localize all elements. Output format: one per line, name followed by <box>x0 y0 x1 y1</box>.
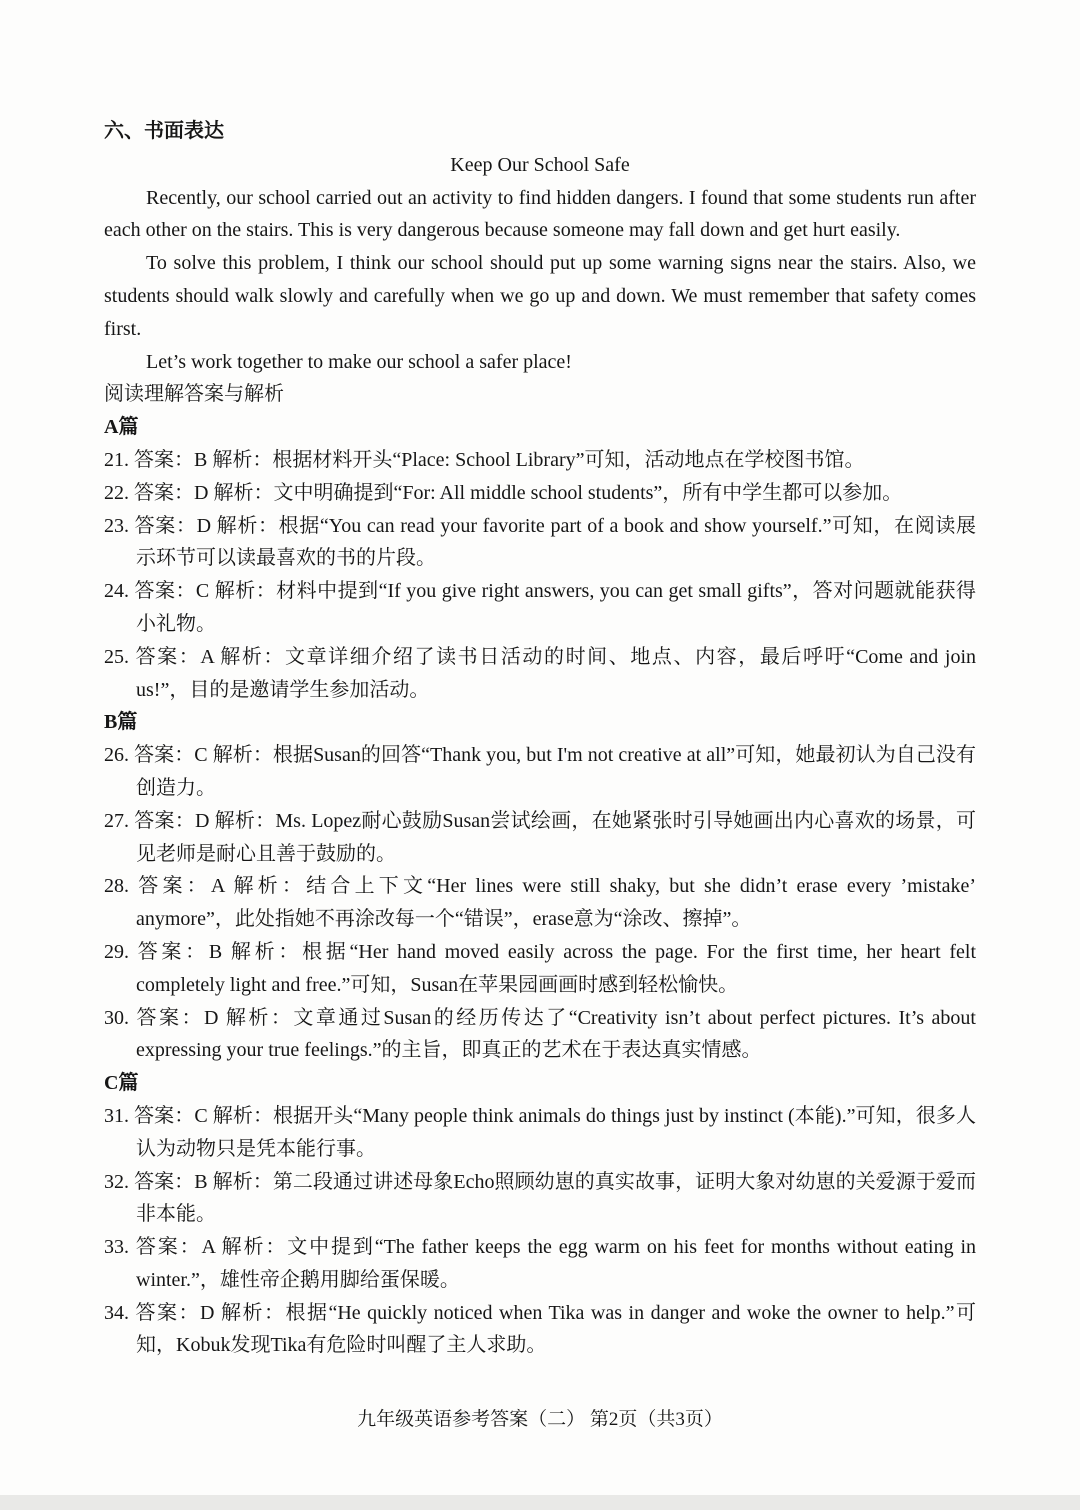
answer-item: 29. 答案：B 解析：根据“Her hand moved easily across the page. For the first time, her heart felt completely light and free.”可知，Susan在苹果园画画时感到轻松愉快。 <box>104 940 976 996</box>
answer-item: 24. 答案：C 解析：材料中提到“If you give right answers, you can get small gifts”，答对问题就能获得小礼物。 <box>104 580 976 635</box>
essay-paragraph: To solve this problem, I think our school should put up some warning signs near the stairs. Also, we students should walk slowly and carefully when we go up and down. We must remember that safety comes first. <box>104 252 976 340</box>
answer-item: 30. 答案：D 解析：文章通过Susan的经历传达了“Creativity isn’t about perfect pictures. It’s about expressing your true feelings.”的主旨，即真正的艺术在于表达真实情感。 <box>104 1006 976 1062</box>
answer-item: 23. 答案：D 解析：根据“You can read your favorite part of a book and show yourself.”可知，在阅读展示环节可以读最喜欢的书的片段。 <box>104 514 976 570</box>
page-bottom-edge <box>0 1495 1080 1510</box>
answer-item: 32. 答案：B 解析：第二段通过讲述母象Echo照顾幼崽的真实故事，证明大象对幼崽的关爱源于爱而非本能。 <box>104 1170 976 1226</box>
answer-item: 21. 答案：B 解析：根据材料开头“Place: School Library”可知，活动地点在学校图书馆。 <box>104 448 865 471</box>
answer-item: 33. 答案：A 解析：文中提到“The father keeps the egg warm on his feet for months without eating in winter.”，雄性帝企鹅用脚给蛋保暖。 <box>104 1236 976 1291</box>
answer-item: 27. 答案：D 解析：Ms. Lopez耐心鼓励Susan尝试绘画，在她紧张时引导她画出内心喜欢的场景，可见老师是耐心且善于鼓励的。 <box>104 809 976 865</box>
answer-item: 22. 答案：D 解析：文中明确提到“For: All middle school students”，所有中学生都可以参加。 <box>104 481 903 504</box>
part-heading-c: C篇 <box>104 1072 139 1095</box>
answer-item: 25. 答案：A 解析：文章详细介绍了读书日活动的时间、地点、内容，最后呼吁“Come and join us!”，目的是邀请学生参加活动。 <box>104 645 976 701</box>
answer-item: 28. 答案：A 解析：结合上下文“Her lines were still shaky, but she didn’t erase every ’mistake’ anymore”，此处指她不再涂改每一个“错误”，erase意为“涂改、擦掉”。 <box>104 875 976 931</box>
part-heading-b: B篇 <box>104 711 138 734</box>
answer-item: 31. 答案：C 解析：根据开头“Many people think animals do things just by instinct (本能).”可知，很多人认为动物只是凭本能行事。 <box>104 1104 976 1160</box>
answer-item: 26. 答案：C 解析：根据Susan的回答“Thank you, but I'm not creative at all”可知，她最初认为自己没有创造力。 <box>104 744 976 799</box>
essay-paragraph: Recently, our school carried out an activity to find hidden dangers. I found that some students run after each other on the stairs. This is very dangerous because someone may fall down and get hurt easily. <box>104 186 976 242</box>
page-content <box>104 115 976 1362</box>
essay-title: Keep Our School Safe <box>450 153 630 176</box>
section-heading: 六、书面表达 <box>104 120 224 142</box>
reading-heading: 阅读理解答案与解析 <box>104 383 284 406</box>
page-footer: 九年级英语参考答案（二） 第2页（共3页） <box>357 1409 723 1430</box>
answer-item: 34. 答案：D 解析：根据“He quickly noticed when Tika was in danger and woke the owner to help.”可知，Kobuk发现Tika有危险时叫醒了主人求助。 <box>104 1301 976 1357</box>
part-heading-a: A篇 <box>104 416 139 439</box>
essay-paragraph: Let’s work together to make our school a safer place! <box>146 350 572 373</box>
